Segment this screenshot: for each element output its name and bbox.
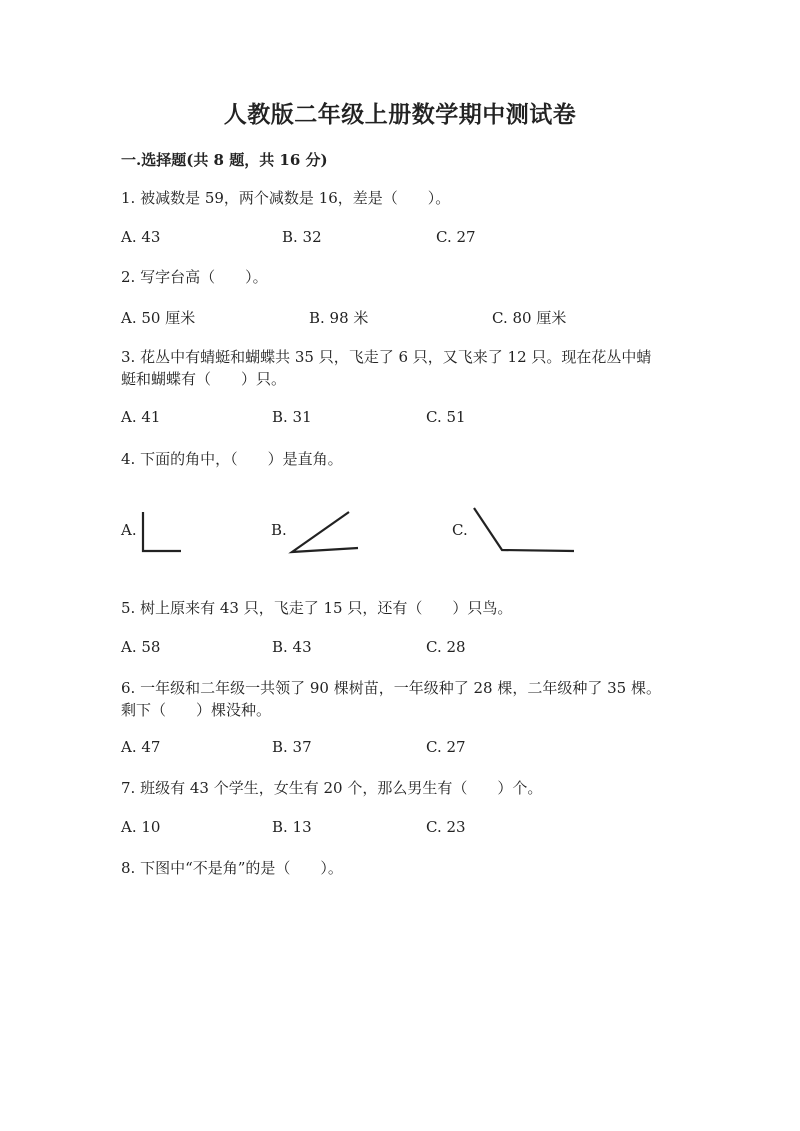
- question-3-line-2: 蜓和蝴蝶有（ ）只。: [121, 370, 287, 388]
- question-5-option-a: A. 58: [121, 638, 161, 656]
- question-4-option-c-label: C.: [452, 521, 468, 539]
- question-6-option-b: B. 37: [272, 738, 312, 756]
- question-3-option-b: B. 31: [272, 408, 312, 426]
- question-8-text: 8. 下图中“不是角”的是（ ）。: [121, 859, 343, 877]
- question-2-text: 2. 写字台高（ ）。: [121, 268, 268, 286]
- question-4-option-a-label: A.: [121, 521, 137, 539]
- question-7-option-b: B. 13: [272, 818, 312, 836]
- question-7-option-c: C. 23: [426, 818, 466, 836]
- section-heading: 一.选择题(共 8 题，共 16 分): [121, 151, 328, 169]
- question-7-option-a: A. 10: [121, 818, 161, 836]
- question-5-text: 5. 树上原来有 43 只，飞走了 15 只，还有（ ）只鸟。: [121, 599, 513, 617]
- question-1-text: 1. 被减数是 59，两个减数是 16，差是（ ）。: [121, 189, 451, 207]
- acute-angle-figure: [288, 510, 354, 556]
- question-2-option-b: B. 98 米: [309, 309, 369, 327]
- question-4-text: 4. 下面的角中，（ ）是直角。: [121, 450, 343, 468]
- question-7-text: 7. 班级有 43 个学生，女生有 20 个，那么男生有（ ）个。: [121, 779, 543, 797]
- page-title: 人教版二年级上册数学期中测试卷: [223, 101, 577, 128]
- question-2-option-c: C. 80 厘米: [492, 309, 567, 327]
- question-6-option-a: A. 47: [121, 738, 161, 756]
- question-5-option-b: B. 43: [272, 638, 312, 656]
- obtuse-angle-figure: [470, 505, 578, 555]
- question-1-option-c: C. 27: [436, 228, 476, 246]
- question-3-option-a: A. 41: [121, 408, 161, 426]
- question-1-option-b: B. 32: [282, 228, 322, 246]
- question-2-option-a: A. 50 厘米: [121, 309, 196, 327]
- question-6-line-2: 剩下（ ）棵没种。: [121, 701, 272, 719]
- question-6-line-1: 6. 一年级和二年级一共领了 90 棵树苗，一年级种了 28 棵，二年级种了 35 棵。: [121, 679, 661, 697]
- question-1-option-a: A. 43: [121, 228, 161, 246]
- right-angle-figure: [140, 510, 184, 554]
- question-5-option-c: C. 28: [426, 638, 466, 656]
- question-3-option-c: C. 51: [426, 408, 466, 426]
- question-6-option-c: C. 27: [426, 738, 466, 756]
- question-3-line-1: 3. 花丛中有蜻蜓和蝴蝶共 35 只，飞走了 6 只，又飞来了 12 只。现在花丛中蜻: [121, 348, 652, 366]
- question-4-option-b-label: B.: [271, 521, 287, 539]
